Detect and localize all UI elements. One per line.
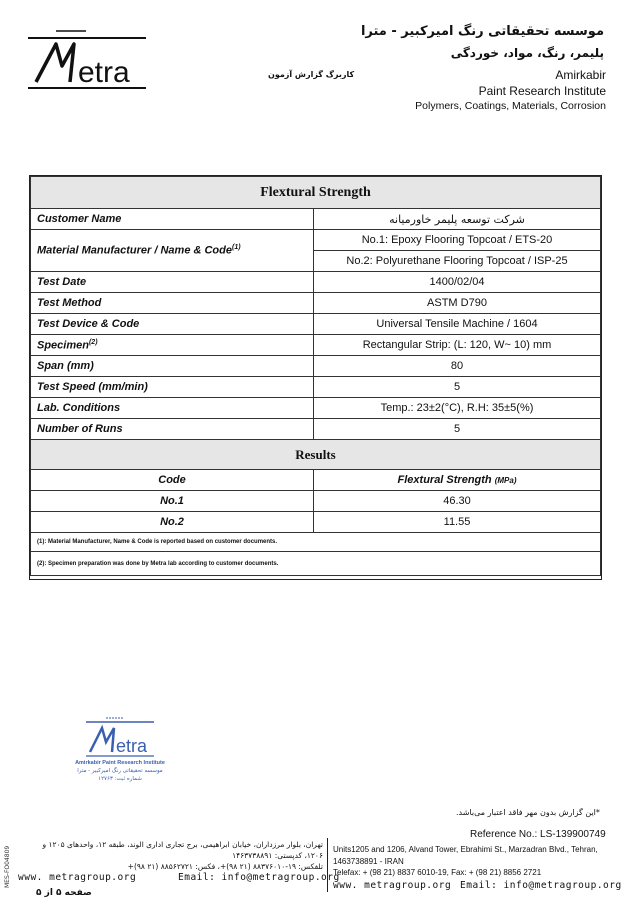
institute-name-en-2: Paint Research Institute (478, 84, 606, 98)
customer-name-value: شرکت توسعه پلیمر خاورمیانه (314, 209, 601, 230)
table-row (31, 356, 601, 377)
page-number: صفحه ۵ از ۵ (36, 888, 92, 898)
row-label: Test Date (31, 272, 314, 293)
table-title: Flextural Strength (31, 177, 601, 209)
row-label: Number of Runs (31, 419, 314, 440)
table-row (31, 491, 601, 512)
material-1-value: No.1: Epoxy Flooring Topcoat / ETS-20 (314, 230, 601, 251)
results-header-row (31, 470, 601, 491)
metra-logo (26, 26, 148, 92)
table-row (31, 314, 601, 335)
strength-unit: (MPa) (494, 476, 517, 485)
reference-number: Reference No.: LS-139900749 (470, 829, 606, 840)
row-label-material (31, 230, 314, 272)
table-row (31, 377, 601, 398)
stamp-logo (84, 716, 156, 758)
table-row (31, 272, 601, 293)
footnote-1: (1): Material Manufacturer, Name & Code is reported based on customer documents. (31, 533, 601, 552)
test-device-value: Universal Tensile Machine / 1604 (314, 314, 601, 335)
material-2-value: No.2: Polyurethane Flooring Topcoat / ISP-25 (314, 251, 601, 272)
footer-divider (327, 838, 328, 892)
website-left[interactable]: www. metragroup.org (18, 872, 137, 883)
email-right[interactable]: Email: info@metragroup.org (460, 880, 622, 891)
test-date-value: 1400/02/04 (314, 272, 601, 293)
institute-name-fa: موسسه تحقیقاتی رنگ امیرکبیر - مترا (360, 24, 604, 39)
stamp-line-fa: موسسه تحقیقاتی رنگ امیرکبیر - مترا (77, 768, 163, 774)
footnote-ref: (1) (232, 244, 241, 252)
address-en-line-2: 1463738891 - IRAN (333, 857, 404, 866)
row-label-specimen (31, 335, 314, 356)
form-code: MES-FO04809 (4, 845, 11, 888)
stamp-registration: شماره ثبت: ۱۲۷۶۳ (98, 776, 142, 782)
result-code: No.1 (31, 491, 314, 512)
specimen-value: Rectangular Strip: (L: 120, W~ 10) mm (314, 335, 601, 356)
row-label: Test Device & Code (31, 314, 314, 335)
row-label: Specimen (37, 339, 89, 352)
results-title: Results (31, 440, 601, 470)
row-label: Material Manufacturer / Name & Code (37, 244, 232, 257)
test-method-value: ASTM D790 (314, 293, 601, 314)
row-label: Customer Name (31, 209, 314, 230)
row-label: Test Speed (mm/min) (31, 377, 314, 398)
result-value: 11.55 (314, 512, 601, 533)
report-form-label: کاربرگ گزارش آزمون (268, 70, 355, 79)
address-fa-line-3: تلفکس: ۱۹-۸۸۳۷۶۰۱۰ (۲۱ ۹۸)+، فکس: ۸۸۵۶۲۷۲۱ (۲۱ ۹۸)+ (127, 862, 323, 871)
svg-text:etra: etra (78, 56, 130, 89)
row-label: Span (mm) (31, 356, 314, 377)
number-of-runs-value: 5 (314, 419, 601, 440)
footnote-ref: (2) (88, 338, 98, 346)
strength-header-label: Flextural Strength (397, 474, 492, 486)
row-label: Test Method (31, 293, 314, 314)
result-value: 46.30 (314, 491, 601, 512)
institute-subtitle-fa: پلیمر، رنگ، مواد، خوردگی (450, 46, 604, 60)
table-row (31, 512, 601, 533)
test-report-table (30, 176, 601, 576)
stamp-line-en: Amirkabir Paint Research Institute (75, 760, 165, 766)
address-en-line-3: Telefax: + (98 21) 8837 6010-19, Fax: + (98 21) 8856 2721 (333, 868, 542, 877)
validity-note: *این گزارش بدون مهر فاقد اعتبار می‌باشد. (456, 808, 600, 817)
footnote-2: (2): Specimen preparation was done by Metra lab according to customer documents. (31, 552, 601, 576)
table-row (31, 293, 601, 314)
table-row (31, 419, 601, 440)
span-value: 80 (314, 356, 601, 377)
address-en-line-1: Units1205 and 1206, Alvand Tower, Ebrahimi St., Marzadran Blvd., Tehran, (333, 845, 598, 854)
table-row (31, 209, 601, 230)
institute-fields-en: Polymers, Coatings, Materials, Corrosion (415, 100, 606, 112)
results-strength-header (314, 470, 601, 491)
table-row (31, 398, 601, 419)
table-row (31, 335, 601, 356)
results-code-header: Code (31, 470, 314, 491)
institute-name-en-1: Amirkabir (555, 68, 606, 82)
lab-conditions-value: Temp.: 23±2(°C), R.H: 35±5(%) (314, 398, 601, 419)
result-code: No.2 (31, 512, 314, 533)
test-speed-value: 5 (314, 377, 601, 398)
company-stamp (70, 716, 170, 796)
website-right[interactable]: www. metragroup.org (333, 880, 452, 891)
address-fa-line-2: ۱۲۰۶، کدپستی: ۱۴۶۳۷۳۸۸۹۱ (232, 851, 323, 860)
row-label: Lab. Conditions (31, 398, 314, 419)
address-fa-line-1: تهران، بلوار مرزداران، خیابان ابراهیمی، برج تجاری اداری الوند، طبقه ۱۲، واحدهای ۱۲۰۵ و (42, 840, 323, 849)
email-left[interactable]: Email: info@metragroup.org (178, 872, 340, 883)
table-row (31, 230, 601, 251)
svg-text:etra: etra (116, 736, 148, 756)
